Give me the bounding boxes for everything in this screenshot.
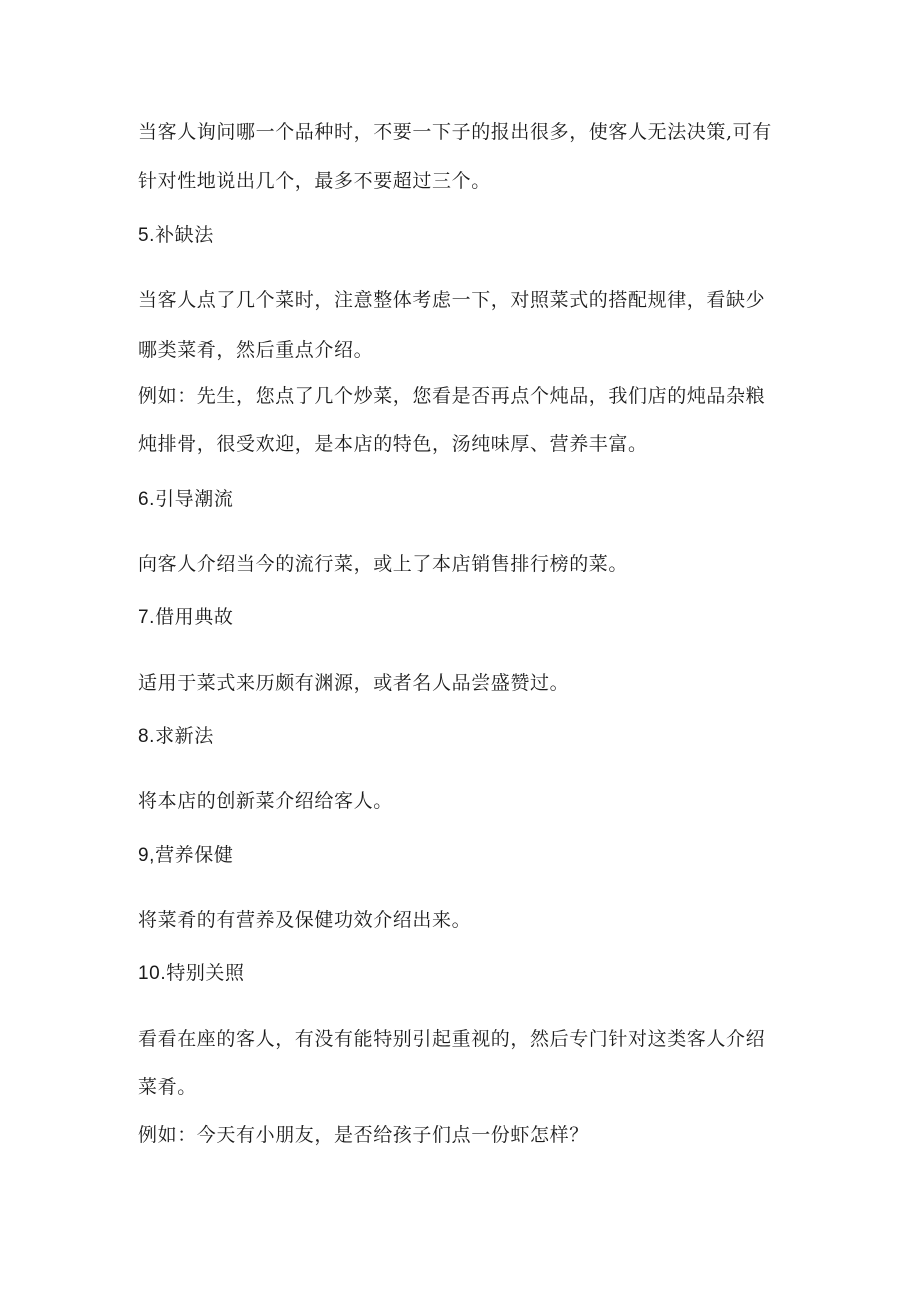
- section-number: 7: [138, 607, 150, 628]
- section-heading-6: [138, 487, 233, 512]
- section-heading-10: [138, 961, 245, 986]
- section-separator: .: [160, 963, 167, 984]
- paragraph-line: 针对性地说出几个，最多不要超过三个。: [138, 170, 491, 192]
- section-title: 借用典故: [155, 606, 234, 628]
- section-separator: .: [149, 726, 156, 747]
- paragraph-line: 例如：先生，您点了几个炒菜，您看是否再点个炖品，我们店的炖品杂粮: [138, 385, 766, 407]
- section-number: 10: [138, 963, 161, 984]
- section-separator: .: [149, 607, 156, 628]
- paragraph-line: 向客人介绍当今的流行菜，或上了本店销售排行榜的菜。: [138, 553, 629, 575]
- section-number: 8: [138, 726, 150, 747]
- section-separator: ,: [149, 845, 156, 866]
- section-heading-8: [138, 724, 214, 749]
- section-title: 营养保健: [155, 844, 234, 866]
- paragraph-line: 菜肴。: [138, 1076, 197, 1098]
- paragraph-line: 将菜肴的有营养及保健功效介绍出来。: [138, 909, 472, 931]
- section-heading-7: [138, 605, 233, 630]
- section-title: 求新法: [155, 725, 214, 747]
- paragraph-line: 当客人询问哪一个品种时，不要一下子的报出很多，使客人无法决策,可有: [138, 121, 772, 143]
- section-number: 6: [138, 489, 150, 510]
- section-title: 特别关照: [166, 962, 245, 984]
- section-number: 5: [138, 225, 150, 246]
- section-title: 补缺法: [155, 224, 214, 246]
- paragraph-line: 例如：今天有小朋友，是否给孩子们点一份虾怎样？: [138, 1124, 589, 1146]
- paragraph-line: 当客人点了几个菜时，注意整体考虑一下，对照菜式的搭配规律，看缺少: [138, 289, 766, 311]
- section-title: 引导潮流: [155, 488, 234, 510]
- paragraph-line: 炖排骨，很受欢迎，是本店的特色，汤纯味厚、营养丰富。: [138, 433, 648, 455]
- section-heading-9: [138, 843, 233, 868]
- section-heading-5: [138, 223, 214, 248]
- section-number: 9: [138, 845, 150, 866]
- paragraph-line: 哪类菜肴，然后重点介绍。: [138, 339, 374, 361]
- section-separator: .: [149, 489, 156, 510]
- paragraph-line: 看看在座的客人，有没有能特别引起重视的，然后专门针对这类客人介绍: [138, 1028, 766, 1050]
- paragraph-line: 将本店的创新菜介绍给客人。: [138, 790, 393, 812]
- paragraph-line: 适用于菜式来历颇有渊源，或者名人品尝盛赞过。: [138, 672, 570, 694]
- section-separator: .: [149, 225, 156, 246]
